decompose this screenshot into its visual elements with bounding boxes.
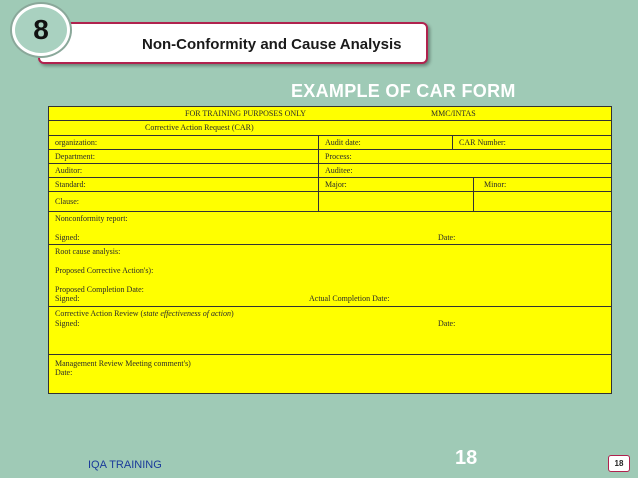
review-signed-label: Signed: xyxy=(55,319,80,328)
footer-training-label: IQA TRAINING xyxy=(88,459,162,471)
clause-major-blank[interactable] xyxy=(319,192,474,211)
nonconformity-report-label: Nonconformity report: xyxy=(55,214,128,223)
clause-minor-blank[interactable] xyxy=(474,192,611,211)
clause-field[interactable]: Clause: xyxy=(49,192,319,211)
section-number-badge xyxy=(12,4,70,56)
root-signed-label: Signed: xyxy=(55,294,80,303)
organization-field[interactable]: organization: xyxy=(49,136,319,149)
review-label: Corrective Action Review (state effectiveness of action) xyxy=(55,309,234,318)
management-date-label: Date: xyxy=(55,368,73,377)
page-number-badge: 18 xyxy=(608,455,630,472)
org-code: MMC/INTAS xyxy=(431,109,476,118)
management-review-label: Management Review Meeting comment's) xyxy=(55,359,191,368)
department-row xyxy=(49,150,611,164)
audit-date-field[interactable]: Audit date: xyxy=(319,136,453,149)
organization-row xyxy=(49,136,611,150)
nc-date-label: Date: xyxy=(438,233,456,242)
slide-title: Non-Conformity and Cause Analysis xyxy=(142,36,402,53)
major-field[interactable]: Major: xyxy=(319,178,474,191)
standard-field[interactable]: Standard: xyxy=(49,178,319,191)
car-form xyxy=(48,106,612,394)
footer-slide-number: 18 xyxy=(455,447,478,469)
root-cause-label: Root cause analysis: xyxy=(55,247,121,256)
actual-completion-label: Actual Completion Date: xyxy=(309,294,390,303)
review-row xyxy=(49,307,611,355)
training-note: FOR TRAINING PURPOSES ONLY xyxy=(185,109,307,118)
auditor-row xyxy=(49,164,611,178)
root-cause-row xyxy=(49,245,611,307)
clause-row xyxy=(49,192,611,212)
proposed-action-label: Proposed Corrective Action's): xyxy=(55,266,154,275)
nc-signed-label: Signed: xyxy=(55,233,80,242)
auditor-field[interactable]: Auditor: xyxy=(49,164,319,177)
auditee-field[interactable]: Auditee: xyxy=(325,166,353,175)
section-number: 8 xyxy=(33,14,49,45)
car-number-field[interactable]: CAR Number: xyxy=(459,138,506,147)
process-field[interactable]: Process: xyxy=(325,152,352,161)
review-date-label: Date: xyxy=(438,319,456,328)
example-heading: EXAMPLE OF CAR FORM xyxy=(291,81,516,101)
nonconformity-row xyxy=(49,212,611,245)
department-field[interactable]: Department: xyxy=(49,150,319,163)
minor-field[interactable]: Minor: xyxy=(484,180,507,189)
form-header-row xyxy=(49,107,611,121)
standard-row xyxy=(49,178,611,192)
management-row xyxy=(49,355,611,393)
car-title: Corrective Action Request (CAR) xyxy=(145,123,254,132)
car-title-row xyxy=(49,121,611,136)
proposed-completion-label: Proposed Completion Date: xyxy=(55,285,144,294)
